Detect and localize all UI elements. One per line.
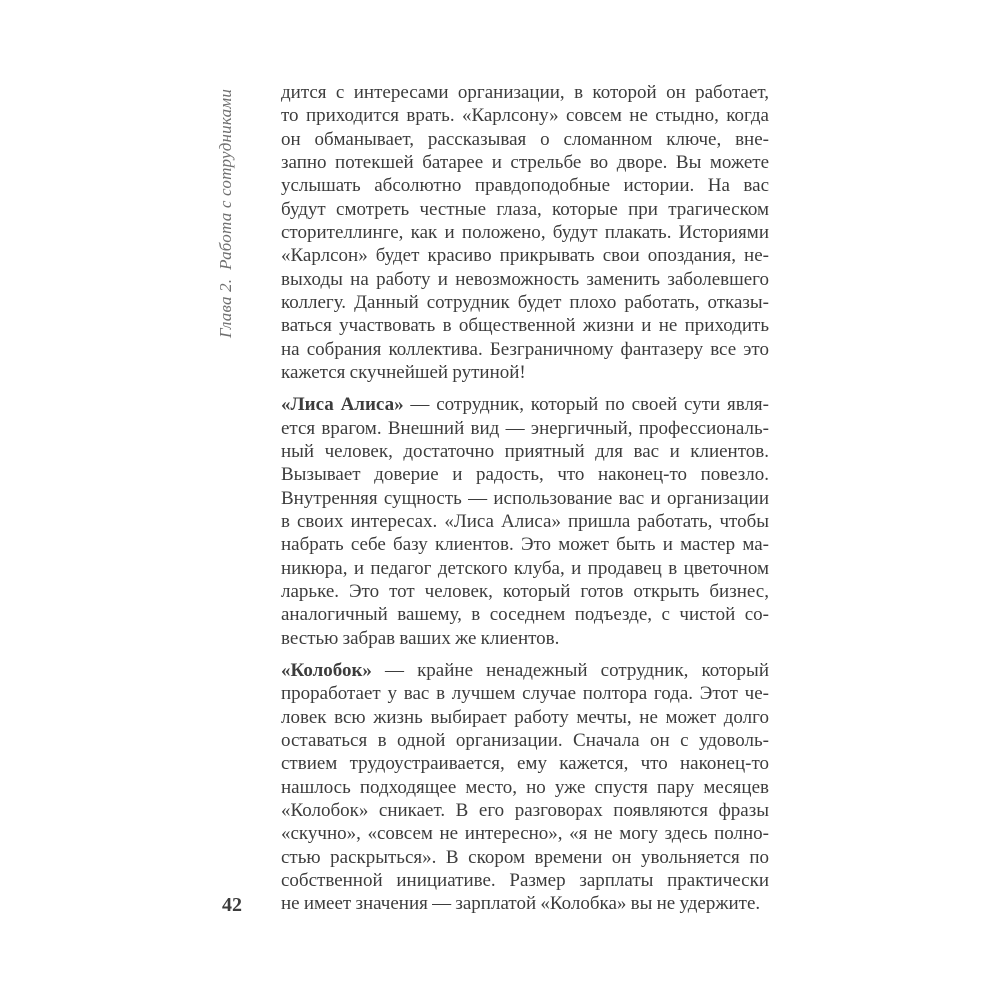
- text-line: запно потекшей батарее и стрельбе во дворе. Вы можете: [281, 151, 769, 173]
- text-line: не имеет значения — зарплатой «Колобка» вы не удержите.: [281, 893, 761, 915]
- paragraph: [281, 81, 769, 384]
- body-text: [281, 81, 769, 915]
- text-line: вестью забрав ваших же клиентов.: [281, 627, 560, 649]
- text-line: «Колобок» сникает. В его разговорах появляются фразы: [281, 799, 769, 821]
- term-bold: «Лиса Алиса»: [281, 394, 404, 416]
- text-line: Внутренняя сущность — использование вас и организации: [281, 487, 769, 509]
- text-line: сторителлинге, как и положено, будут плакать. Историями: [281, 221, 769, 243]
- text-line: ловек всю жизнь выбирает работу мечты, не может долго: [281, 706, 769, 728]
- text-line: ный человек, достаточно приятный для вас и клиентов.: [281, 440, 769, 462]
- text-line: ется врагом. Внешний вид — энергичный, профессиональ-: [281, 417, 769, 439]
- text-line: стью раскрыться». В скором времени он увольняется по: [281, 846, 769, 868]
- text-line: ствием трудоустраивается, ему кажется, что наконец-то: [281, 753, 769, 775]
- text-line: нашлось подходящее место, но уже спустя пару месяцев: [281, 776, 769, 798]
- text-line: «Колобок» — крайне ненадежный сотрудник, который: [281, 659, 769, 681]
- text-line: услышать абсолютно правдоподобные истории. На вас: [281, 175, 769, 197]
- text-line: он обманывает, рассказывая о сломанном ключе, вне-: [281, 128, 769, 150]
- text-line: то приходится врать. «Карлсону» совсем не стыдно, когда: [281, 105, 769, 127]
- text-line: выходы на работу и невозможность заменить заболевшего: [281, 268, 769, 290]
- text-line: на собрания коллектива. Безграничному фантазеру все это: [281, 338, 769, 360]
- text-line: ваться участвовать в общественной жизни и не приходить: [281, 315, 769, 337]
- text-line: аналогичный вашему, в соседнем подъезде, с чистой со-: [281, 604, 769, 626]
- text-line: в своих интересах. «Лиса Алиса» пришла работать, чтобы: [281, 510, 769, 532]
- text-line: «скучно», «совсем не интересно», «я не могу здесь полно-: [281, 823, 769, 845]
- text-line: будут смотреть честные глаза, которые при трагическом: [281, 198, 769, 220]
- text-line: «Карлсон» будет красиво прикрывать свои опоздания, не-: [281, 245, 769, 267]
- text-line: коллегу. Данный сотрудник будет плохо работать, отказы-: [281, 291, 769, 313]
- text-line: «Лиса Алиса» — сотрудник, который по своей сути явля-: [281, 394, 770, 416]
- paragraph: [281, 393, 769, 650]
- text-line: Вызывает доверие и радость, что наконец-то повезло.: [281, 464, 769, 486]
- paragraph: [281, 659, 769, 916]
- term-bold: «Колобок»: [281, 659, 372, 681]
- page-number: 42: [222, 894, 242, 916]
- text-line: оставаться в одной организации. Сначала он с удоволь-: [281, 729, 769, 751]
- text-line: собственной инициативе. Размер зарплаты практически: [281, 869, 769, 891]
- text-line: проработает у вас в лучшем случае полтора года. Этот че-: [281, 683, 769, 705]
- text-line: дится с интересами организации, в которой он работает,: [281, 82, 769, 103]
- chapter-running-head: Глава 2. Работа с сотрудниками: [216, 88, 235, 338]
- text-line: кажется скучнейшей рутиной!: [281, 361, 526, 383]
- text-line: никюра, и педагог детского клуба, и продавец в цветочном: [281, 557, 769, 579]
- text-line: набрать себе базу клиентов. Это может быть и мастер ма-: [281, 534, 769, 556]
- text-line: ларьке. Это тот человек, который готов открыть бизнес,: [281, 580, 769, 602]
